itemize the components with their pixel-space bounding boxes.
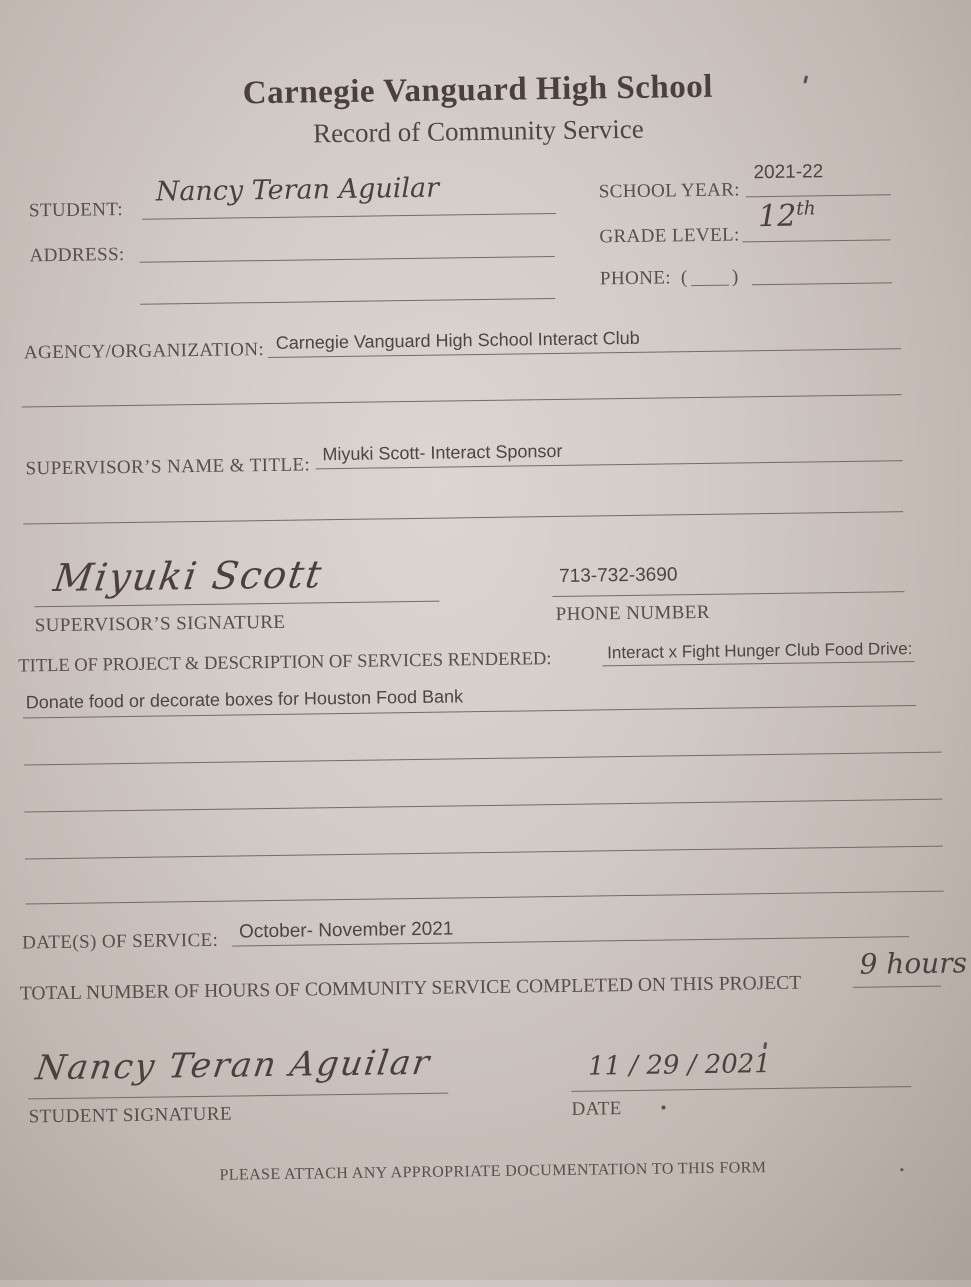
supervisor-name-label: SUPERVISOR’S NAME & TITLE: [25,454,311,480]
total-hours-label: TOTAL NUMBER OF HOURS OF COMMUNITY SERVICE COMPLETED ON THIS PROJECT [19,972,802,1005]
total-hours-value: 9 hours [859,946,968,981]
address-label: ADDRESS: [29,244,125,267]
grade-level-suffix: th [796,198,816,220]
student-signature-label: STUDENT SIGNATURE [28,1103,233,1128]
agency-label: AGENCY/ORGANIZATION: [23,339,265,364]
date-value-handwritten: 11 / 29 / 2021 [587,1049,772,1082]
address-line-2 [140,298,555,305]
phone-area-code-line [691,285,729,287]
description-line-2 [24,752,942,766]
project-description-value: Donate food or decorate boxes for Houston Food Bank [25,686,464,713]
stray-mark [662,1106,666,1110]
student-signature-line [28,1093,448,1100]
supervisor-signature-label: SUPERVISOR’S SIGNATURE [34,611,286,637]
supervisor-overflow-line [23,511,903,524]
supervisor-name-value: Miyuki Scott- Interact Sponsor [322,440,563,465]
grade-level-label: GRADE LEVEL: [599,224,740,248]
phone-number-blank-line [752,282,892,285]
phone-number-line [552,591,904,597]
form-subtitle: Record of Community Service [312,113,644,149]
phone-paren-open: ( [680,267,688,289]
student-name-line [142,213,556,220]
agency-overflow-line [22,394,902,407]
footer-instruction: PLEASE ATTACH ANY APPROPRIATE DOCUMENTATION TO THIS FORM [219,1159,767,1184]
address-line-1 [140,256,555,263]
dates-of-service-label: DATE(S) OF SERVICE: [22,929,219,954]
school-year-value: 2021-22 [753,161,824,184]
project-title-value: Interact x Fight Hunger Club Food Drive: [607,639,913,663]
description-line-4 [25,846,943,860]
supervisor-signature-line [34,601,439,608]
school-year-line [746,194,891,197]
phone-number-label: PHONE NUMBER [555,601,710,626]
phone-paren-close: ) [731,266,739,288]
date-label: DATE [571,1098,622,1120]
dates-of-service-value: October- November 2021 [238,918,454,943]
total-hours-line [853,986,941,988]
supervisor-signature-handwritten: Miyuki Scott [50,552,327,601]
school-year-label: SCHOOL YEAR: [598,179,741,203]
student-label: STUDENT: [28,199,124,222]
grade-level-line [742,239,890,242]
phone-label: PHONE: [599,267,672,290]
grade-level-number: 12 [757,198,797,235]
student-name-handwritten: Nancy Teran Aguilar [155,172,440,208]
student-signature-handwritten: Nancy Teran Aguilar [33,1042,434,1089]
description-line-5 [26,891,944,905]
description-line-3 [24,799,942,813]
form-title: Carnegie Vanguard High School [242,68,714,112]
project-label: TITLE OF PROJECT & DESCRIPTION OF SERVICES RENDERED: [18,649,552,677]
date-line [571,1086,911,1092]
agency-value: Carnegie Vanguard High School Interact Club [275,327,640,353]
grade-level-value [758,198,816,234]
stray-mark [900,1168,903,1171]
phone-number-value: 713-732-3690 [558,564,678,587]
